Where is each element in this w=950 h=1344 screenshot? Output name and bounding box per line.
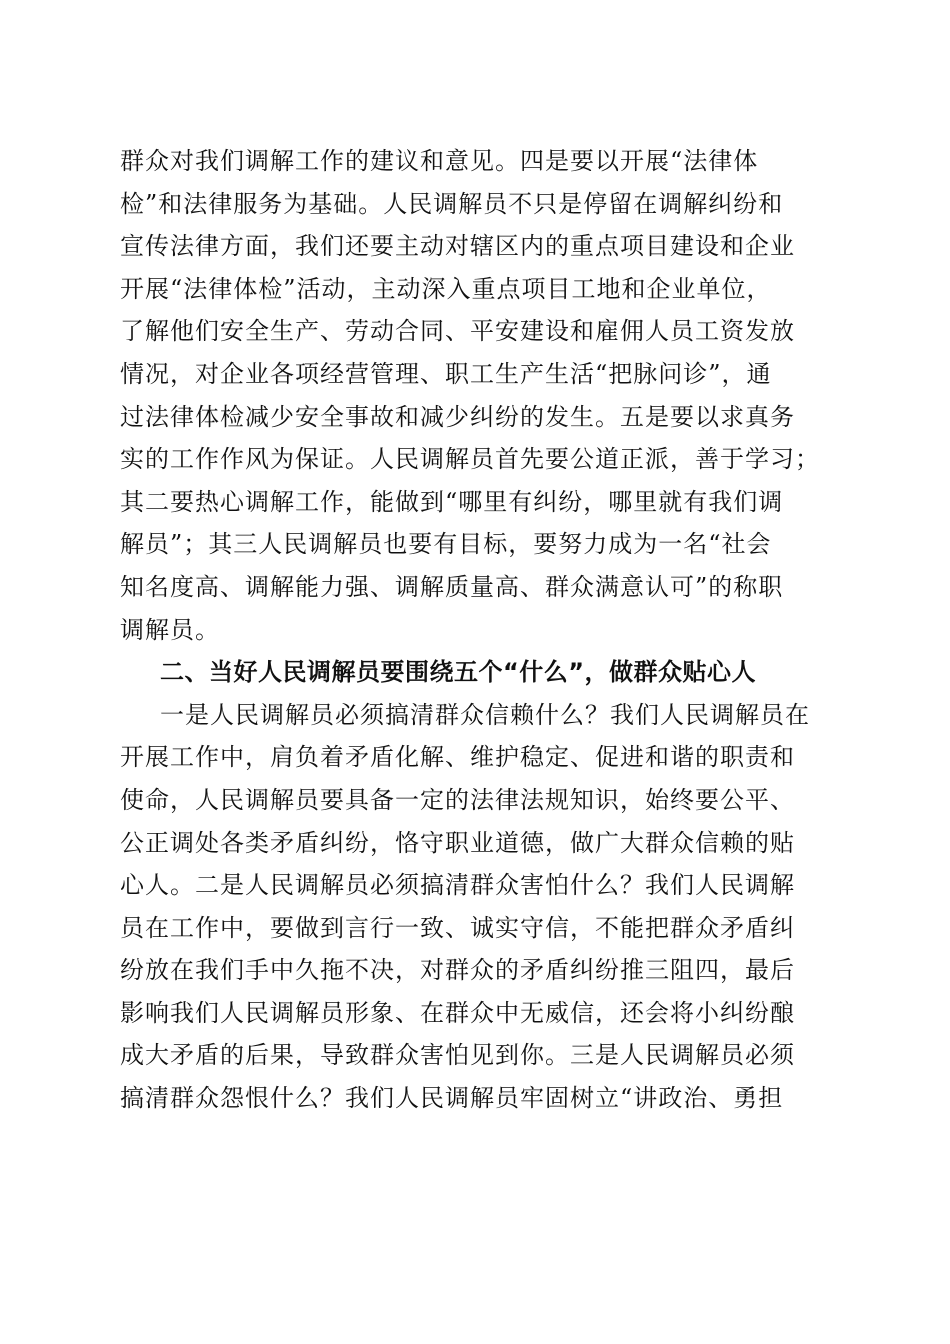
text-line: 宣传法律方面，我们还要主动对辖区内的重点项目建设和企业 — [120, 232, 795, 261]
text-line: 影响我们人民调解员形象、在群众中无威信，还会将小纠纷酿 — [120, 998, 795, 1027]
text-line: 成大矛盾的后果，导致群众害怕见到你。三是人民调解员必须 — [120, 1041, 795, 1070]
text-line: 实的工作作风为保证。人民调解员首先要公道正派，善于学习； — [120, 445, 820, 474]
text-line: 纷放在我们手中久拖不决，对群众的矛盾纠纷推三阻四，最后 — [120, 956, 795, 985]
paragraph-first-line: 一是人民调解员必须搞清群众信赖什么？我们人民调解员在 — [160, 700, 810, 729]
text-line: 公正调处各类矛盾纠纷，恪守职业道德，做广大群众信赖的贴 — [120, 828, 795, 857]
text-line: 调解员。 — [120, 615, 220, 644]
text-line: 搞清群众怨恨什么？我们人民调解员牢固树立“讲政治、勇担 — [120, 1084, 784, 1113]
text-line: 使命，人民调解员要具备一定的法律法规知识，始终要公平、 — [120, 785, 795, 814]
text-line: 开展“法律体检”活动，主动深入重点项目工地和企业单位， — [120, 274, 772, 303]
text-line: 检”和法律服务为基础。人民调解员不只是停留在调解纠纷和 — [120, 189, 784, 218]
text-line: 其二要热心调解工作，能做到“哪里有纠纷，哪里就有我们调 — [120, 487, 784, 516]
document-body — [120, 140, 830, 1120]
text-line: 开展工作中，肩负着矛盾化解、维护稳定、促进和谐的职责和 — [120, 743, 795, 772]
text-line: 群众对我们调解工作的建议和意见。四是要以开展“法律体 — [120, 147, 759, 175]
text-line: 过法律体检减少安全事故和减少纠纷的发生。五是要以求真务 — [120, 402, 795, 431]
text-line: 知名度高、调解能力强、调解质量高、群众满意认可”的称职 — [120, 572, 784, 601]
section-heading: 二、当好人民调解员要围绕五个“什么”，做群众贴心人 — [160, 658, 757, 687]
text-line: 心人。二是人民调解员必须搞清群众害怕什么？我们人民调解 — [120, 871, 795, 900]
text-line: 了解他们安全生产、劳动合同、平安建设和雇佣人员工资发放 — [120, 317, 795, 346]
text-line: 解员”；其三人民调解员也要有目标，要努力成为一名“社会 — [120, 530, 772, 559]
text-line: 情况，对企业各项经营管理、职工生产生活“把脉问诊”，通 — [120, 359, 772, 388]
text-line: 员在工作中，要做到言行一致、诚实守信，不能把群众矛盾纠 — [120, 913, 795, 942]
